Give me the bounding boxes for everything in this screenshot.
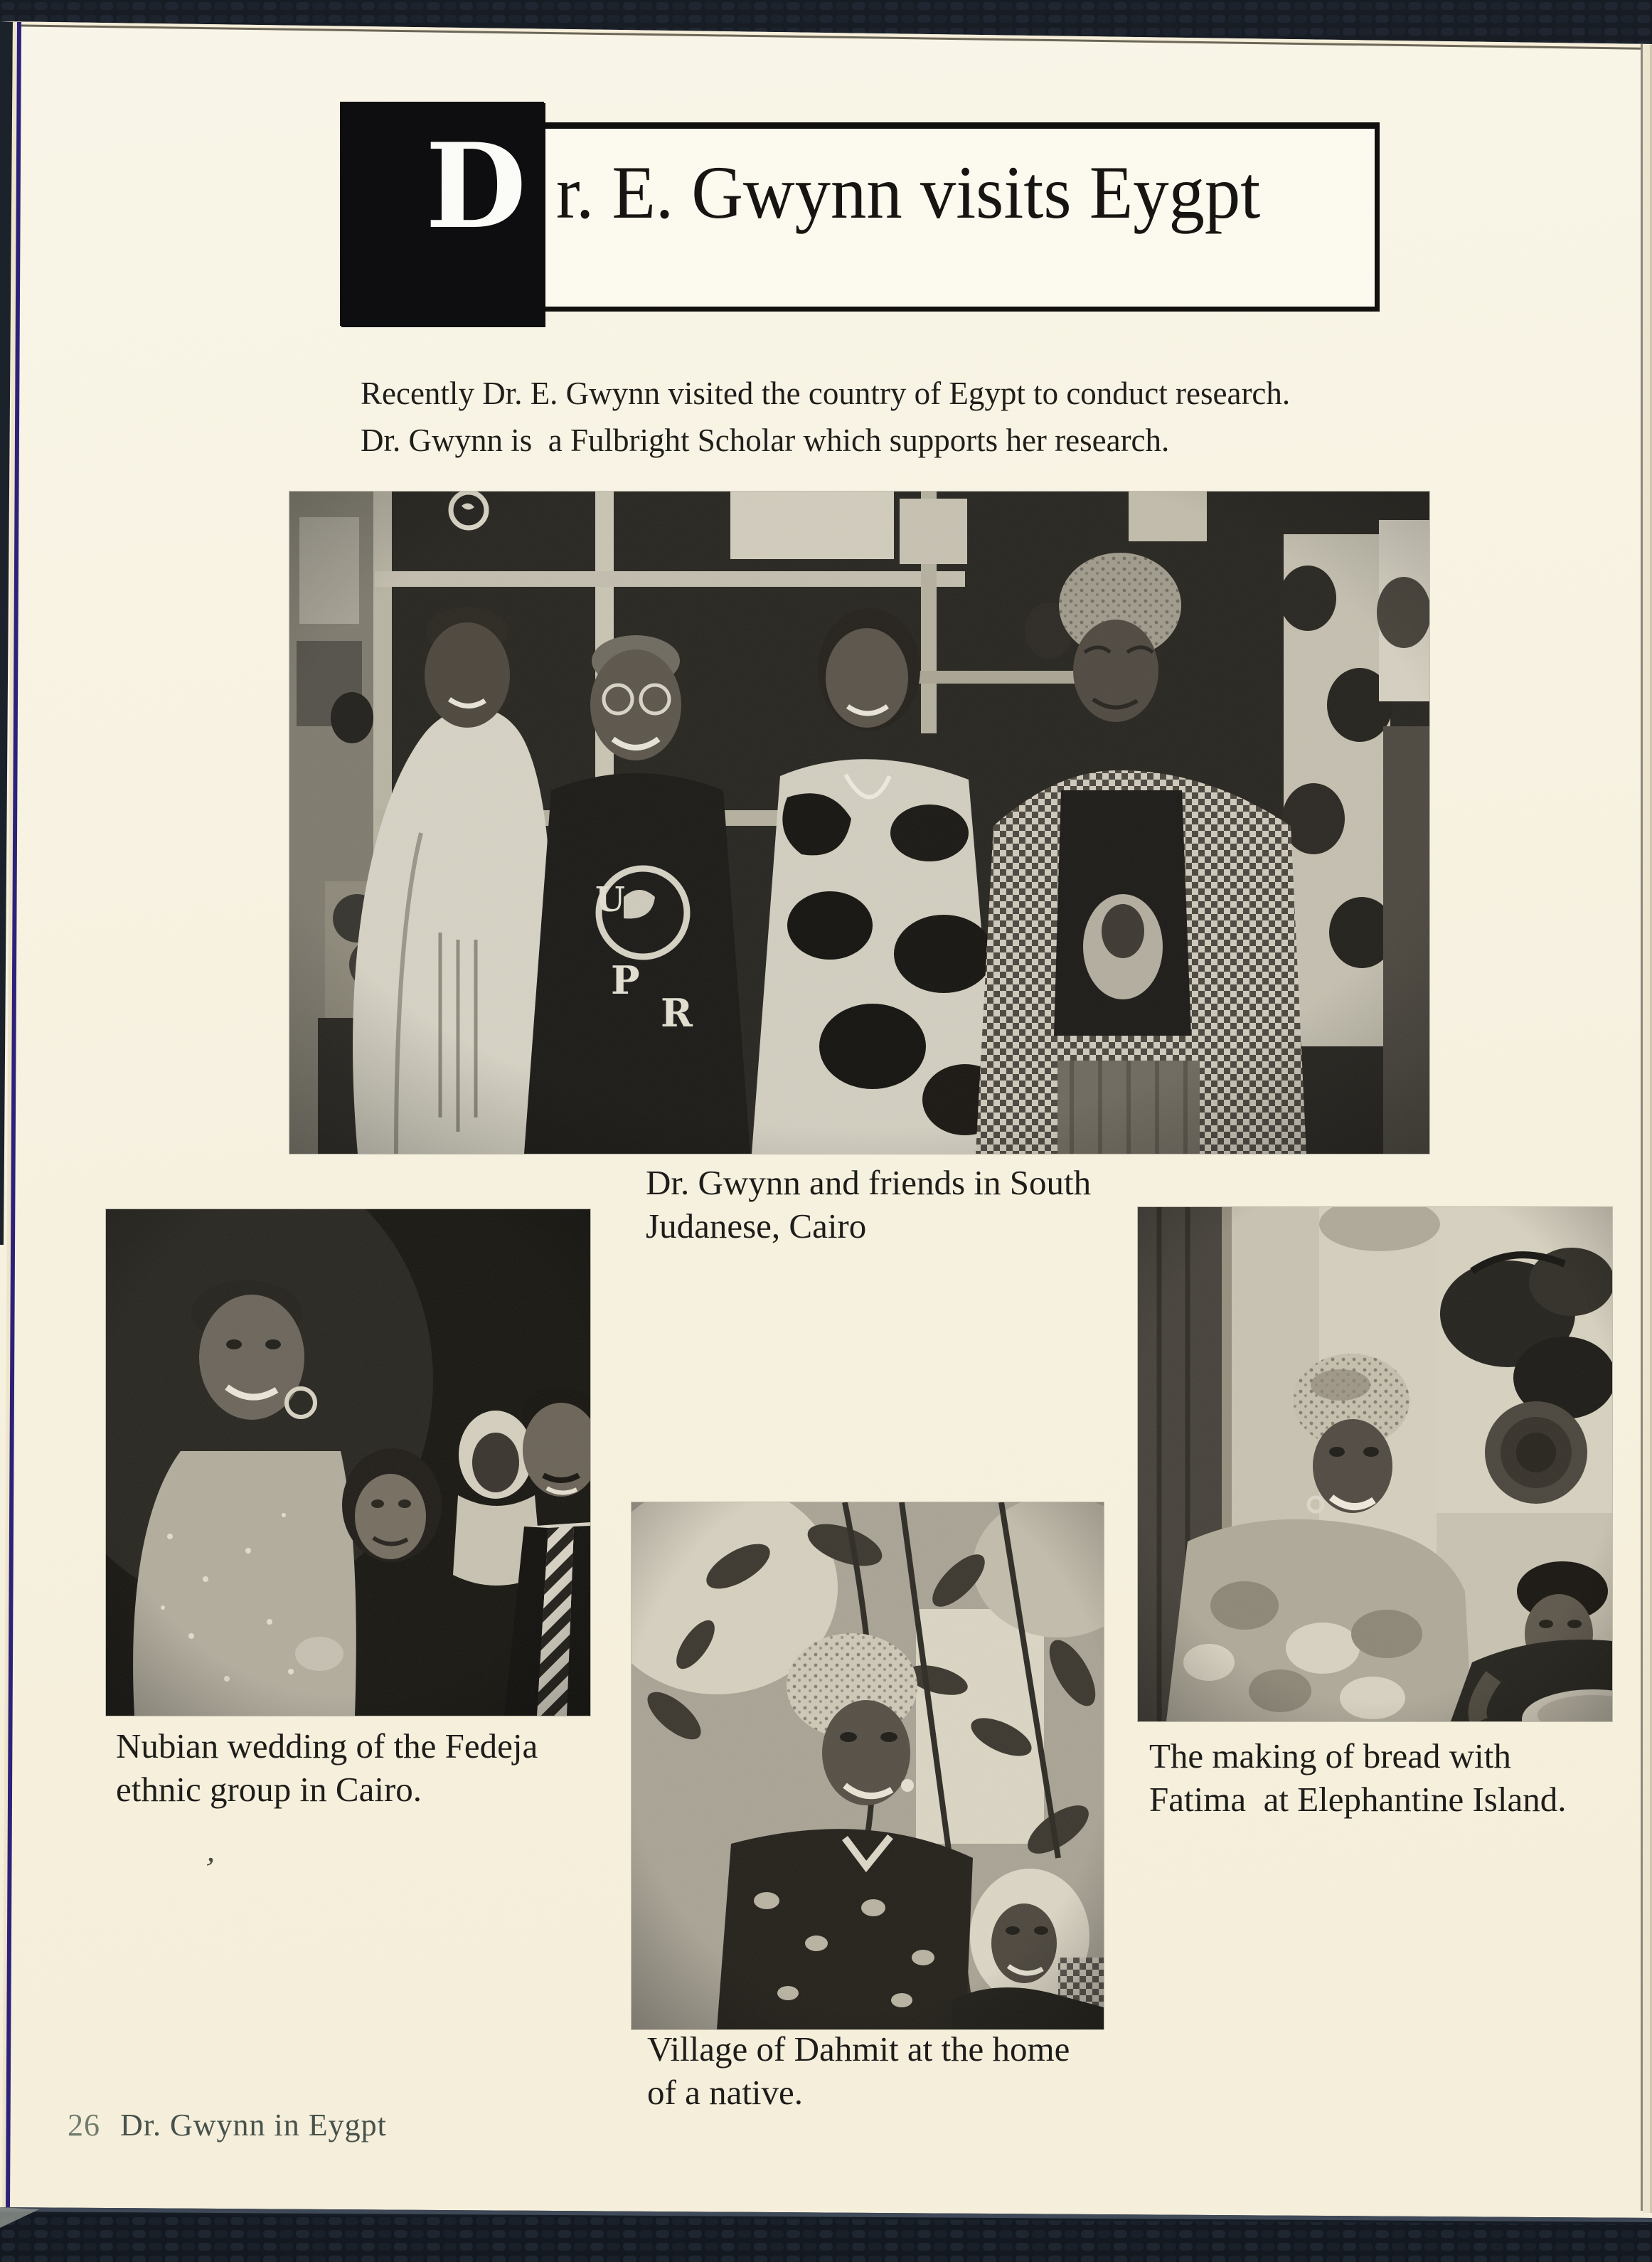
page-number: 26 [68, 2108, 100, 2142]
caption-bread-line-2: Fatima at Elephantine Island. [1149, 1780, 1567, 1819]
caption-main-line-2: Judanese, Cairo [646, 1206, 867, 1246]
page-footer [68, 2107, 387, 2143]
page-title: r. E. Gwynn visits Eygpt [556, 151, 1261, 234]
caption-bread-line-1: The making of bread with [1149, 1736, 1511, 1775]
photo-village-image [632, 1502, 1104, 2029]
caption-wedding [116, 1724, 538, 1811]
intro-line-2: Dr. Gwynn is a Fulbright Scholar which supports her research. [361, 423, 1170, 458]
photo-main [289, 492, 1429, 1154]
photo-bread [1138, 1207, 1612, 1721]
title-drop-cap: D [425, 117, 527, 255]
left-edge-accent-line [6, 22, 21, 2207]
caption-wedding-line-2: ethnic group in Cairo. [116, 1770, 422, 1809]
footer-title: Dr. Gwynn in Eygpt [120, 2108, 387, 2142]
page-right-edge-line [1641, 44, 1643, 2211]
intro-line-1: Recently Dr. E. Gwynn visited the country of Egypt to conduct research. [361, 376, 1291, 411]
photo-bread-image [1138, 1207, 1612, 1721]
caption-wedding-line-1: Nubian wedding of the Fedeja [116, 1726, 538, 1765]
caption-village [647, 2027, 1070, 2114]
photo-main-image [289, 492, 1429, 1154]
stray-apostrophe-mark: ’ [199, 1849, 218, 1888]
photo-village [632, 1502, 1104, 2029]
caption-village-line-1: Village of Dahmit at the home [647, 2029, 1070, 2069]
caption-main-line-1: Dr. Gwynn and friends in South [646, 1163, 1092, 1202]
caption-bread [1149, 1734, 1566, 1821]
caption-village-line-2: of a native. [647, 2073, 804, 2112]
caption-main [646, 1161, 1091, 1248]
cover-top-band [0, 0, 1652, 44]
cover-left-strip [0, 21, 13, 1245]
photo-wedding [106, 1209, 590, 1716]
intro-paragraph [361, 370, 1290, 464]
cover-bottom-band [0, 2207, 1652, 2262]
photo-wedding-image [106, 1209, 590, 1716]
